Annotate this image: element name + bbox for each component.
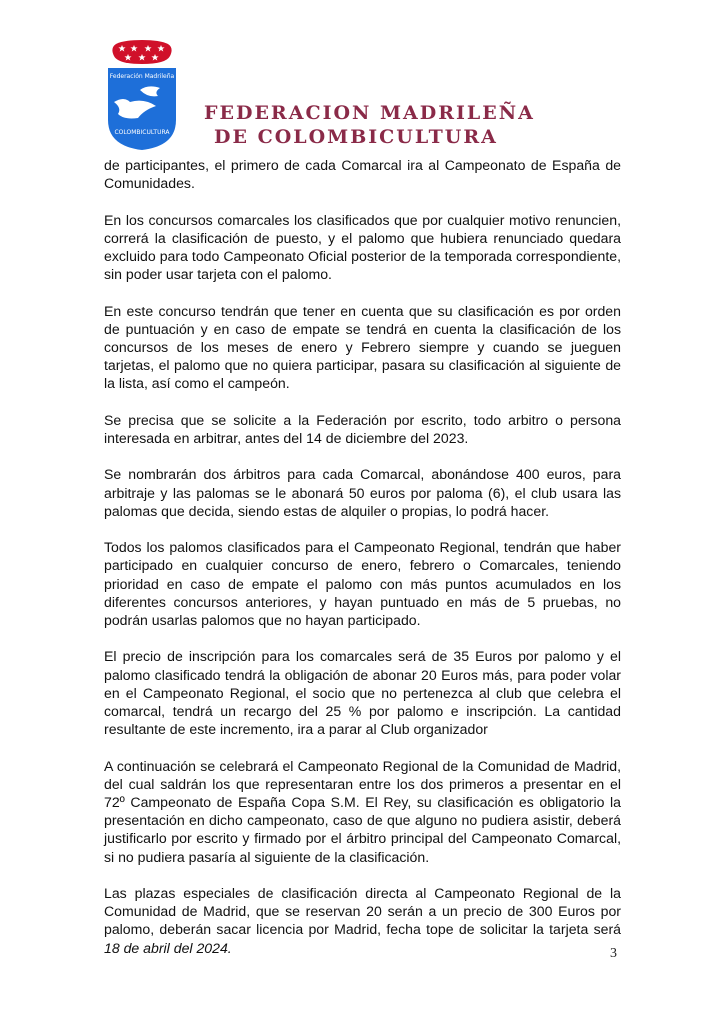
paragraph-last [104,884,621,957]
page-number: 3 [610,946,617,961]
title-line-1: FEDERACION MADRILEÑA [204,102,535,124]
paragraph: En los concursos comarcales los clasificados que por cualquier motivo renuncien, correrá la clasificación de puesto, y el palomo que hubiera renunciado quedara excluido para todo Campeonato Oficial posterior de la temporada correspondiente, sin poder usar tarjeta con el palomo. [104,211,621,283]
document-body [104,156,621,975]
title-line-2: DE COLOMBICULTURA [214,126,498,148]
paragraph: El precio de inscripción para los comarcales será de 35 Euros por palomo y el palomo clasificado tendrá la obligación de abonar 20 Euros más, para poder volar en el Campeonato Regional, el socio que no pertenezca al club que celebra el comarcal, tendrá un recargo del 25 % por palomo e inscripción. La cantidad resultante de este incremento, ira a parar al Club organizador [104,648,621,738]
paragraph: Se precisa que se solicite a la Federación por escrito, todo arbitro o persona interesada en arbitrar, antes del 14 de diciembre del 2023. [104,411,621,446]
deadline-date: 18 de abril del 2024. [104,939,232,956]
paragraph: Todos los palomos clasificados para el Campeonato Regional, tendrán que haber participado en cualquier concurso de enero, febrero o Comarcales, teniendo prioridad en caso de empate el palomo con más puntos acumulados en los diferentes concursos anteriores, y hayan puntuado en más de 5 pruebas, no podrán usarlas palomos que no hayan participado. [104,539,621,628]
paragraph-text: Las plazas especiales de clasificación directa al Campeonato Regional de la Comunidad de Madrid, que se reservan 20 serán a un precio de 300 Euros por palomo, deberán sacar licencia por Madrid, fecha tope de solicitar la tarjeta será [104,885,621,938]
logo-label-bottom: COLOMBICULTURA [114,129,170,136]
logo-label-top: Federación Madrileña [109,73,175,80]
paragraph: de participantes, el primero de cada Comarcal ira al Campeonato de España de Comunidades. [104,157,621,192]
paragraph: Se nombrarán dos árbitros para cada Comarcal, abonándose 400 euros, para arbitraje y las palomas se le abonará 50 euros por paloma (6), el club usara las palomas que decida, siendo estas de alquiler o propias, lo podrá hacer. [104,466,621,519]
paragraph: A continuación se celebrará el Campeonato Regional de la Comunidad de Madrid, del cual saldrán los que representaran entre los dos primeros a presentar en el 72º Campeonato de España Copa S.M. El Rey, su clasificación es obligatorio la presentación en dicho campeonato, caso de que alguno no pudiera asistir, deberá justificarlo por escrito y firmado por el árbitro principal del Campeonato Comarcal, si no pudiera pasaría al siguiente de la clasificación. [104,757,621,865]
paragraph: En este concurso tendrán que tener en cuenta que su clasificación es por orden de puntuación y en caso de empate se tendrá en cuenta la clasificación de los concursos de los meses de enero y Febrero siempre y cuando se jueguen tarjetas, el palomo que no quiera participar, pasara su clasificación al siguiente de la lista, así como el campeón. [104,302,621,392]
